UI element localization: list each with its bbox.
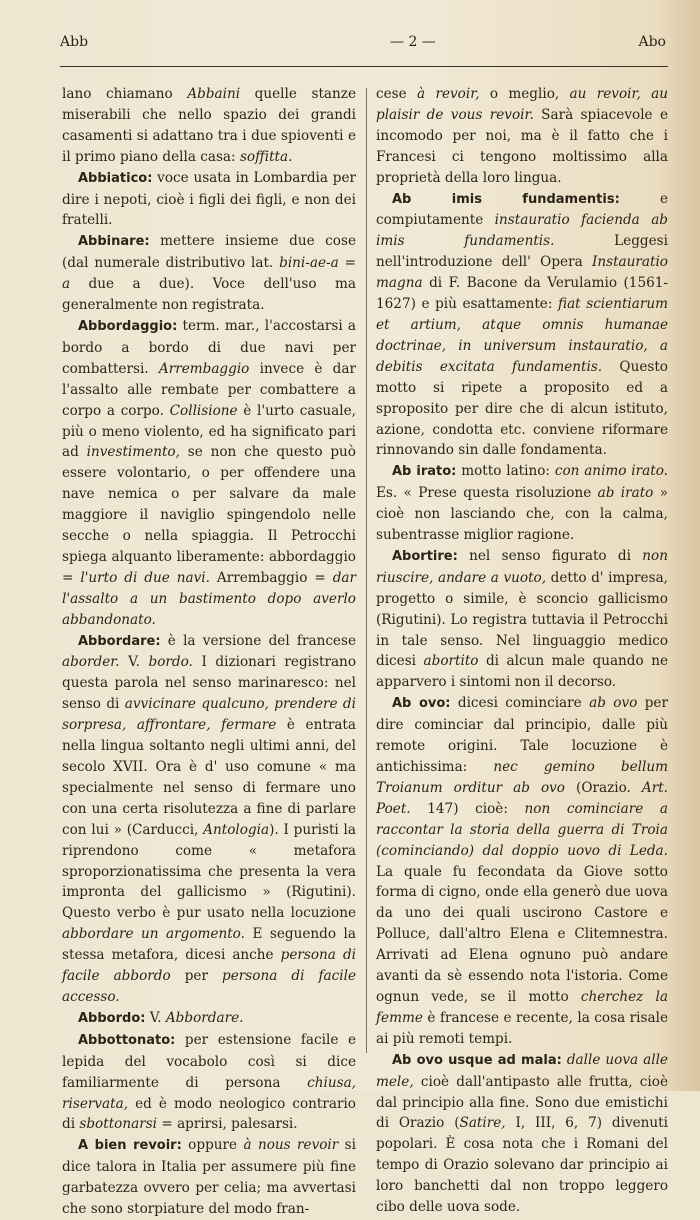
entry-headword: Abbiatico:	[78, 170, 153, 186]
dictionary-entry	[62, 84, 356, 168]
entry-text: è entrata nella lingua soltanto negli ultimi anni, del secolo XVII. Ora è d' uso comune « ma specialmente nel senso di fermare uno con una certa risolutezza a fine di parlare con lui » (Carducci,	[62, 717, 356, 838]
entry-text: o meglio,	[479, 86, 570, 102]
dictionary-entry	[62, 231, 356, 316]
entry-headword: Ab ovo usque ad mala:	[392, 1052, 562, 1068]
header-right-guideword: Abo	[638, 34, 666, 50]
entry-italic-text: Abbordare.	[165, 1009, 244, 1026]
entry-text: per estensione facile e lepida del vocabolo così si dice familiarmente di persona	[62, 1031, 356, 1091]
dictionary-entry	[62, 316, 356, 631]
entry-text: Arrembaggio =	[209, 569, 333, 586]
entry-headword: Abbottonato:	[78, 1032, 176, 1048]
entry-headword: Abbinare:	[78, 234, 150, 250]
entry-headword: Ab ovo:	[392, 696, 451, 712]
left-column	[62, 84, 356, 1220]
entry-text: I, III, 6, 7) divenuti popolari. È cosa nota che i Romani del tempo di Orazio solevano dar principio ai loro banchetti dal non troppo leggero cibo delle uova sode.	[376, 1115, 668, 1216]
entry-text: = aprirsi, palesarsi.	[157, 1116, 298, 1133]
entry-text: si dice talora in Italia per assumere più fine garbatezza ovvero per celia; ma avvertasi che sono storpiature del modo fran-	[62, 1137, 356, 1218]
entry-text: due a due). Voce dell'uso ma generalmente non registrata.	[62, 276, 356, 314]
entry-italic-text: non cominciare a raccontar la storia della guerra di Troia (cominciando) dal doppio uovo di Leda.	[376, 800, 668, 859]
entry-text: nel senso figurato di	[457, 547, 643, 564]
entry-italic-text: instauratio facienda ab imis fundamentis.	[376, 212, 668, 250]
dictionary-entry	[62, 1030, 356, 1136]
entry-text: di F. Bacone da Verulamio (1561-1627) e più esattamente:	[376, 275, 668, 313]
header-rule	[60, 66, 668, 67]
entry-italic-text: cherchez la femme	[376, 988, 668, 1026]
entry-italic-text: sbottonarsi	[79, 1116, 158, 1133]
dictionary-entry	[376, 1050, 668, 1218]
entry-text: è francese e recente, la cosa risale ai più remoti tempi.	[376, 1009, 668, 1047]
entry-text: voce usata in Lombardia per dire i nepoti, cioè i figli dei figli, e non dei fratelli.	[62, 169, 356, 229]
entry-italic-text: Instauratio magna	[376, 254, 668, 292]
entry-text: » cioè non lasciando che, con la calma, subentrasse miglior ragione.	[376, 485, 668, 544]
dictionary-entry	[62, 168, 356, 232]
page-header	[60, 34, 670, 58]
right-column	[376, 84, 668, 1218]
dictionary-entry	[62, 1008, 356, 1030]
entry-headword: Abbordare:	[78, 633, 161, 649]
entry-text: mettere insieme due cose (dal numerale distributivo lat.	[62, 233, 356, 272]
entry-text: invece è dar l'assalto alle rembate per combattere a corpo a corpo.	[62, 360, 356, 419]
entry-italic-text: abortito	[423, 653, 479, 670]
entry-italic-text: ab ovo	[589, 695, 638, 712]
entry-text: cioè dall'antipasto alle frutta, cioè dal principio alla fine. Sono due emistichi di Orazio (	[376, 1073, 668, 1132]
entry-italic-text: au revoir, au plaisir de vous revoir.	[376, 86, 668, 123]
entry-text: quelle stanze miserabili che nello spazio dei grandi casamenti si adattano tra i due spioventi e il primo piano della casa:	[62, 86, 356, 165]
entry-italic-text: ab irato	[597, 485, 654, 502]
entry-text: è la versione del francese	[160, 632, 356, 649]
entry-text: I dizionari registrano questa parola nel senso marinaresco: nel senso di	[62, 654, 357, 713]
entry-text: detto d' impresa, progetto o simile, è sconcio gallicismo (Rigutini). Lo registra tuttavia il Petrocchi in tale senso. Nel linguaggio medico dicesi	[376, 569, 668, 670]
dictionary-entry	[376, 189, 668, 462]
entry-italic-text: bini-ae-a = a	[62, 255, 356, 293]
dictionary-entry	[376, 693, 668, 1049]
entry-text: dicesi cominciare	[450, 695, 590, 712]
entry-italic-text: chiusa, riservata,	[62, 1074, 356, 1112]
dictionary-entry	[62, 631, 356, 1008]
dictionary-entry	[376, 546, 668, 693]
entry-italic-text: aborder.	[62, 654, 120, 671]
entry-italic-text: à revoir,	[417, 86, 480, 102]
entry-italic-text: non riuscire, andare a vuoto,	[376, 547, 668, 586]
entry-italic-text: abbordare un argomento.	[62, 926, 245, 943]
entry-text: V.	[145, 1009, 166, 1026]
entry-italic-text: nec gemino bellum Troianum orditur ab ovo	[376, 759, 668, 796]
dictionary-entry	[376, 84, 668, 189]
entry-italic-text: con animo irato.	[554, 463, 668, 480]
entry-italic-text: investimento,	[86, 444, 180, 461]
dictionary-entry	[62, 1135, 356, 1220]
entry-text: è l'urto casuale, più o meno violento, ed ha significato pari ad	[62, 402, 356, 461]
entry-text: E seguendo la stessa metafora, dicesi anche	[62, 926, 356, 964]
entry-italic-text: Abbaini	[187, 86, 241, 102]
column-divider	[366, 88, 367, 1053]
entry-italic-text: à nous revoir	[243, 1137, 339, 1154]
entry-italic-text: fiat scientiarum et artium, atque omnis humanae doctrinae, in universum instauratio, a debitis excitata fundamentis.	[376, 296, 669, 375]
entry-text: Questo motto si ripete a proposito ed a sproposito per dire che di alcun istituto, azione, condotta etc. conviene riformare rinnovando sin dalle fondamenta.	[376, 358, 668, 459]
entry-text: di alcun male quando ne apparvero i sintomi non il decorso.	[376, 653, 668, 691]
page-number: — 2 —	[390, 34, 436, 50]
entry-headword: Ab imis fundamentis:	[392, 191, 620, 207]
entry-text: ed è modo neologico contrario di	[62, 1095, 356, 1133]
entry-text: oppure	[181, 1137, 244, 1154]
entry-text: 147) cioè:	[410, 800, 525, 817]
entry-italic-text: avvicinare qualcuno, prendere di sorpresa, affrontare, fermare	[62, 696, 356, 734]
entry-italic-text: Arrembaggio	[158, 360, 250, 377]
entry-italic-text: dar l'assalto a un bastimento dopo averlo abbandonato.	[62, 569, 356, 628]
entry-text: Sarà spiacevole e incomodo per noi, ma è il fatto che i Francesi ci tengono moltissimo alla proprietà della loro lingua.	[376, 106, 668, 186]
entry-italic-text: Satire,	[459, 1115, 506, 1132]
entry-italic-text: persona di facile accesso.	[62, 968, 356, 1005]
entry-italic-text: dalle uova alle mele,	[376, 1051, 668, 1090]
entry-text: term. mar., l'accostarsi a bordo a bordo di due navi per combattersi.	[62, 317, 356, 377]
entry-headword: Ab irato:	[392, 464, 457, 480]
entry-text: per	[170, 968, 223, 985]
entry-text: V.	[119, 654, 149, 671]
entry-text: lano chiamano	[62, 86, 188, 102]
entry-text: ). I puristi la riprendono come « metafora sproporzionatissima che presenta la vera impronta del gallicismo » (Rigutini). Questo verbo è pur usato nella locuzione	[62, 821, 357, 922]
entry-italic-text: persona di facile abbordo	[62, 947, 356, 985]
entry-text: motto latino:	[456, 463, 555, 480]
entry-italic-text: Art. Poet.	[376, 779, 668, 817]
dictionary-entry	[376, 461, 668, 546]
entry-italic-text: bordo.	[148, 654, 193, 671]
entry-headword: Abbordo:	[78, 1010, 146, 1026]
entry-headword: Abortire:	[392, 548, 458, 564]
entry-italic-text: Antologia	[203, 821, 270, 838]
entry-italic-text: soffitta.	[239, 148, 293, 165]
entry-headword: A bien revoir:	[78, 1138, 182, 1154]
entry-text: se non che questo può essere volontario, o per offendere una nave nemica o per salvare da male maggiore il naviglio spingendolo nelle secche o nella spiaggia. Il Petrocchi spiega alquanto liberamente: abbordaggio =	[62, 444, 356, 586]
entry-text: Es. « Prese questa risoluzione	[376, 485, 598, 502]
entry-text: per dire cominciar dal principio, dalle più remote origini. Tale locuzione è antichissima:	[376, 695, 668, 775]
entry-text: Leggesi nell'introduzione dell' Opera	[376, 233, 669, 271]
entry-text: (Orazio.	[565, 779, 642, 796]
entry-headword: Abbordaggio:	[78, 318, 178, 334]
entry-text: e compiutamente	[376, 190, 668, 229]
entry-italic-text: l'urto di due navi.	[80, 569, 210, 586]
entry-text: cese	[376, 86, 418, 102]
entry-italic-text: Collisione	[169, 402, 238, 419]
header-left-guideword: Abb	[60, 34, 89, 50]
entry-text: La quale fu fecondata da Giove sotto forma di cigno, onde ella generò due uova da uno dei quali uscirono Castore e Polluce, dall'altro Elena e Clitemnestra. Arrivati ad Elena ognuno può andare avanti da sè essendo nota l'istoria. Come ognun vede, se il motto	[376, 863, 668, 1005]
